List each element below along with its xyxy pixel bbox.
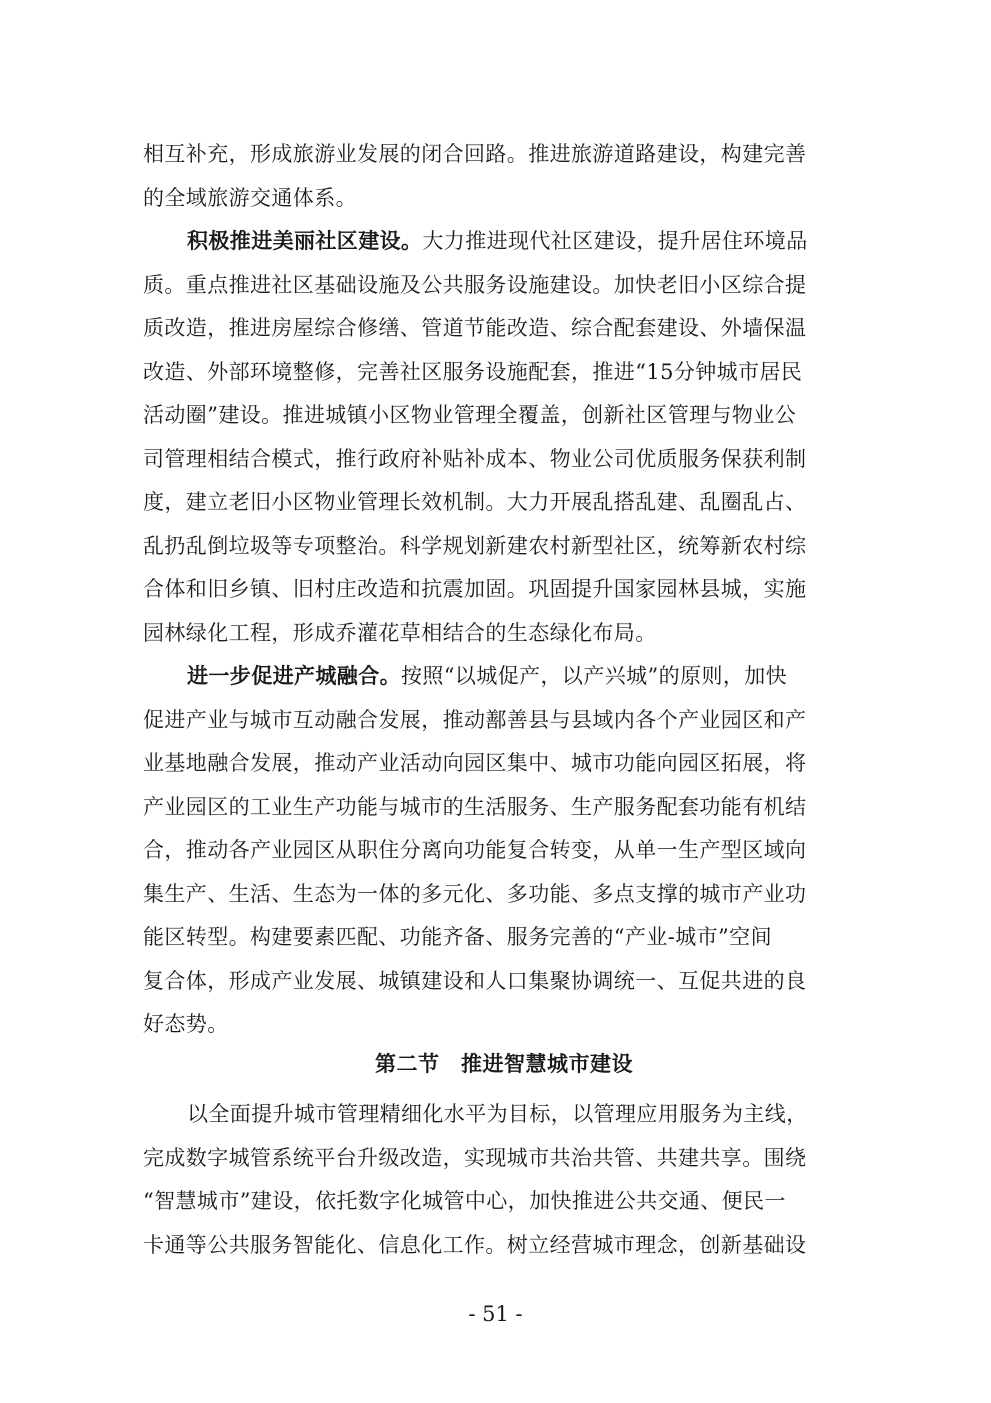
text-line: 活动圈”建设。推进城镇小区物业管理全覆盖，创新社区管理与物业公 (143, 403, 797, 427)
paragraph-lead-heading: 进一步促进产城融合。 (187, 664, 401, 688)
text-segment: 按照“以城促产，以产兴城”的原则，加快 (401, 664, 788, 688)
text-line: 乱扔乱倒垃圾等专项整治。科学规划新建农村新型社区，统筹新农村综 (143, 533, 807, 558)
text-line: 产业园区的工业生产功能与城市的生活服务、生产服务配套功能有机结 (143, 794, 807, 819)
text-line: 改造、外部环境整修，完善社区服务设施配套，推进“15分钟城市居民 (143, 359, 803, 384)
paragraph-first-line: 以全面提升城市管理精细化水平为目标，以管理应用服务为主线， (187, 1102, 808, 1126)
text-line: 合，推动各产业园区从职住分离向功能复合转变，从单一生产型区域向 (143, 838, 807, 862)
text-segment: 大力推进现代社区建设，提升居住环境品 (422, 229, 808, 253)
text-line: “智慧城市”建设，依托数字化城管中心，加快推进公共交通、便民一 (143, 1189, 786, 1213)
text-line: 卡通等公共服务智能化、信息化工作。树立经营城市理念，创新基础设 (143, 1232, 807, 1257)
text-line: 完成数字城管系统平台升级改造，实现城市共治共管、共建共享。围绕 (143, 1145, 807, 1170)
paragraph-first-line (143, 220, 865, 264)
text-line: 复合体，形成产业发展、城镇建设和人口集聚协调统一、互促共进的良 (143, 968, 807, 993)
text-line: 园林绿化工程，形成乔灌花草相结合的生态绿化布局。 (143, 620, 657, 645)
text-line: 质。重点推进社区基础设施及公共服务设施建设。加快老旧小区综合提 (143, 272, 807, 297)
section-heading: 第二节 推进智慧城市建设 (375, 1052, 633, 1076)
text-line: 质改造，推进房屋综合修缮、管道节能改造、综合配套建设、外墙保温 (143, 316, 807, 340)
text-line: 相互补充，形成旅游业发展的闭合回路。推进旅游道路建设，构建完善 (143, 142, 807, 166)
text-line: 司管理相结合模式，推行政府补贴补成本、物业公司优质服务保获利制 (143, 446, 807, 471)
paragraph-tourism-continuation (143, 133, 865, 220)
text-line: 的全域旅游交通体系。 (143, 185, 357, 210)
text-line: 业基地融合发展，推动产业活动向园区集中、城市功能向园区拓展，将 (143, 751, 807, 775)
text-line: 好态势。 (143, 1012, 229, 1036)
text-line: 合体和旧乡镇、旧村庄改造和抗震加固。巩固提升国家园林县城，实施 (143, 577, 807, 601)
paragraph-smart-city (143, 1093, 865, 1267)
page-number: - 51 - (468, 1302, 523, 1326)
text-line: 能区转型。构建要素匹配、功能齐备、服务完善的“产业-城市”空间 (143, 925, 772, 949)
paragraph-community-construction (143, 220, 865, 655)
paragraph-industry-city-integration (143, 655, 865, 1047)
paragraph-first-line (143, 655, 865, 699)
text-line: 集生产、生活、生态为一体的多元化、多功能、多点支撑的城市产业功 (143, 881, 807, 906)
text-line: 促进产业与城市互动融合发展，推动鄯善县与县域内各个产业园区和产 (143, 707, 807, 732)
paragraph-lead-heading: 积极推进美丽社区建设。 (187, 229, 423, 253)
text-line: 度，建立老旧小区物业管理长效机制。大力开展乱搭乱建、乱圈乱占、 (143, 490, 807, 514)
